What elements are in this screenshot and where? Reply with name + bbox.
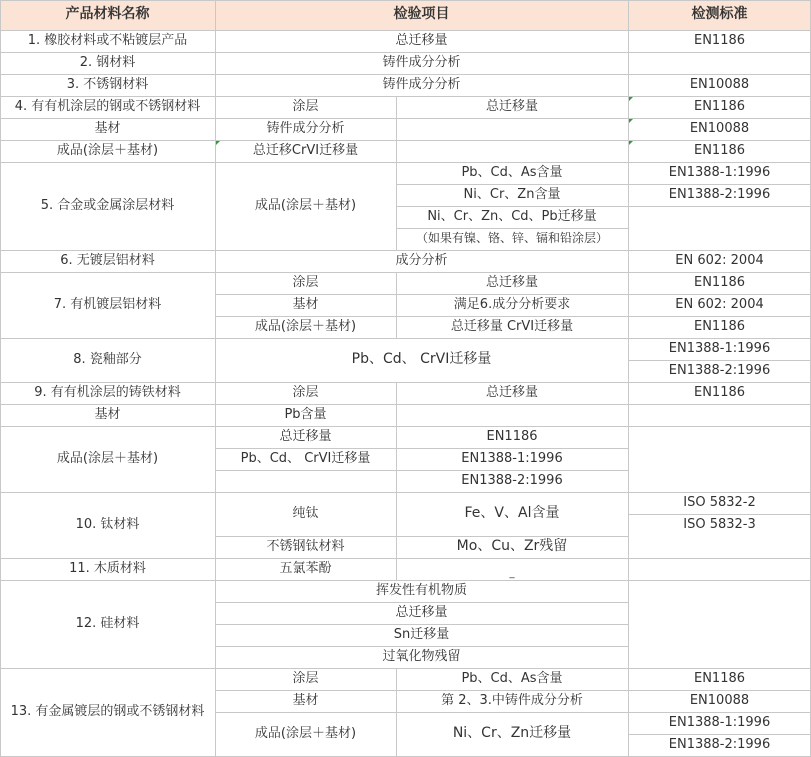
grid-line [215,712,811,713]
inspection-item: Fe、V、Al含量 [464,505,560,522]
grid-line [0,30,811,31]
part-label: 成品(涂层＋基材) [56,450,159,466]
grid-line [396,272,397,338]
blank-mark: _ [509,567,515,579]
cell-marker-icon [629,119,633,123]
inspection-item: 总迁移量 [395,604,448,620]
test-standard: ISO 5832-3 [683,516,756,532]
grid-line [215,690,811,691]
inspection-item: 总迁移量 [395,32,448,48]
inspection-item: Ni、Cr、Zn含量 [463,186,561,202]
part-label: 涂层 [292,384,319,400]
material-name: 7. 有机镀层铝材料 [53,296,162,312]
part-label: 成品(涂层＋基材) [254,197,357,213]
grid-line [0,558,811,559]
grid-line [0,0,1,757]
inspection-item: Pb、Cd、As含量 [461,670,563,686]
grid-line [0,74,811,75]
inspection-item: 总迁移量 CrVI迁移量 [450,318,574,334]
grid-line [0,272,811,273]
inspection-item: 铸件成分分析 [382,76,461,92]
part-label: 纯钛 [292,505,319,521]
material-name: 1. 橡胶材料或不粘镀层产品 [27,32,188,48]
material-name: 2. 钢材料 [79,54,136,70]
grid-line [0,426,811,427]
inspection-item: Ni、Cr、Zn迁移量 [452,725,572,742]
grid-line [0,0,811,1]
grid-line [396,184,811,185]
test-standard: EN10088 [689,692,750,708]
test-standard: EN1388-2:1996 [668,362,771,378]
grid-line [396,426,397,492]
part-label: 涂层 [292,274,319,290]
grid-line [215,602,628,603]
test-standard: EN1186 [693,32,746,48]
inspection-item: 总迁移量 [485,274,538,290]
grid-line [628,734,811,735]
inspection-item: Pb、Cd、As含量 [461,164,563,180]
material-name: 9. 有有机涂层的铸铁材料 [34,384,181,400]
material-name: 4. 有有机涂层的钢或不锈钢材料 [14,98,201,114]
material-name: 13. 有金属镀层的钢或不锈钢材料 [10,703,205,719]
test-standard: EN10088 [689,120,750,136]
inspection-item: Sn迁移量 [393,626,450,642]
cell-marker-icon [629,97,633,101]
inspection-item: 总迁移量 [485,98,538,114]
grid-line [0,668,811,669]
header-product-material: 产品材料名称 [0,0,215,30]
grid-line [396,96,397,162]
test-standard: EN1186 [693,318,746,334]
inspection-item: 铸件成分分析 [382,54,461,70]
test-standard: EN1388-1:1996 [668,714,771,730]
inspection-item: 五氯苯酚 [279,560,332,576]
test-standard: EN1186 [486,428,538,444]
grid-line [0,382,811,383]
test-standard: EN1388-2:1996 [668,186,771,202]
inspection-item: 总迁移量 [485,384,538,400]
part-label: 基材 [292,296,319,312]
part-label: 基材 [94,406,121,422]
inspection-item: 铸件成分分析 [266,120,345,136]
inspection-item: Pb含量 [284,406,327,422]
inspection-item: 满足6.成分分析要求 [453,296,571,312]
material-name: 3. 不锈钢材料 [66,76,149,92]
material-name: 12. 硅材料 [75,615,140,631]
grid-line [0,492,811,493]
inspection-item: Mo、Cu、Zr残留 [456,538,568,555]
grid-line [0,162,811,163]
grid-line [215,470,628,471]
part-label: 基材 [292,692,319,708]
inspection-item: 成分分析 [395,252,448,268]
material-name: 6. 无镀层铝材料 [60,252,155,268]
test-standard: EN1388-1:1996 [461,450,563,466]
grid-line [215,316,811,317]
test-standard: EN1388-2:1996 [668,736,771,752]
test-standard: EN1388-1:1996 [668,340,771,356]
test-standard: ISO 5832-2 [683,494,756,510]
grid-line [215,294,811,295]
test-standard: EN10088 [689,76,750,92]
test-standard: EN 602: 2004 [675,252,764,268]
part-label: 成品(涂层＋基材) [254,318,357,334]
test-standard: EN1186 [693,384,746,400]
grid-line [0,118,811,119]
part-label: 涂层 [292,98,319,114]
cell-marker-icon [216,141,220,145]
grid-line [396,206,811,207]
grid-line [0,52,811,53]
test-standard: EN1186 [693,98,746,114]
grid-line [215,448,628,449]
inspection-item: 总迁移量 [279,428,332,444]
test-standard: EN 602: 2004 [675,296,764,312]
header-inspection-item: 检验项目 [215,0,628,30]
part-label: 成品(涂层＋基材) [56,142,159,158]
grid-line [215,536,628,537]
material-name: 11. 木质材料 [69,560,146,576]
inspection-note: （如果有镍、铬、锌、镉和铅涂层） [415,231,608,246]
grid-line [628,0,629,757]
test-standard: EN1388-2:1996 [461,472,563,488]
test-standard: EN1186 [693,274,746,290]
inspection-item: Pb、Cd、 CrVI迁移量 [240,450,371,466]
part-label: 基材 [94,120,121,136]
material-name: 5. 合金或金属涂层材料 [40,197,175,213]
grid-line [215,0,216,757]
material-name: 10. 钛材料 [75,516,140,532]
grid-line [396,228,628,229]
inspection-item: 第 2、3.中铸件成分分析 [441,692,583,708]
grid-line [0,140,811,141]
part-label: 不锈钢钛材料 [266,538,345,554]
part-label: 涂层 [292,670,319,686]
grid-line [215,646,628,647]
test-standard: EN1186 [693,670,746,686]
material-name: 8. 瓷釉部分 [73,351,142,367]
inspection-item: Pb、Cd、 CrVI迁移量 [351,351,492,368]
grid-line [215,624,628,625]
grid-line [0,404,811,405]
test-standard: EN1388-1:1996 [668,164,771,180]
grid-line [0,250,811,251]
grid-line [0,96,811,97]
inspection-item: 过氧化物残留 [382,648,461,664]
inspection-item: Ni、Cr、Zn、Cd、Pb迁移量 [427,208,597,224]
cell-marker-icon [629,141,633,145]
inspection-item: 总迁移CrVI迁移量 [252,142,359,158]
header-test-standard: 检测标准 [628,0,811,30]
grid-line [0,580,811,581]
grid-line [0,338,811,339]
grid-line [628,360,811,361]
grid-line [628,514,811,515]
test-standard: EN1186 [693,142,746,158]
part-label: 成品(涂层＋基材) [254,725,357,741]
inspection-item: 挥发性有机物质 [375,582,467,598]
